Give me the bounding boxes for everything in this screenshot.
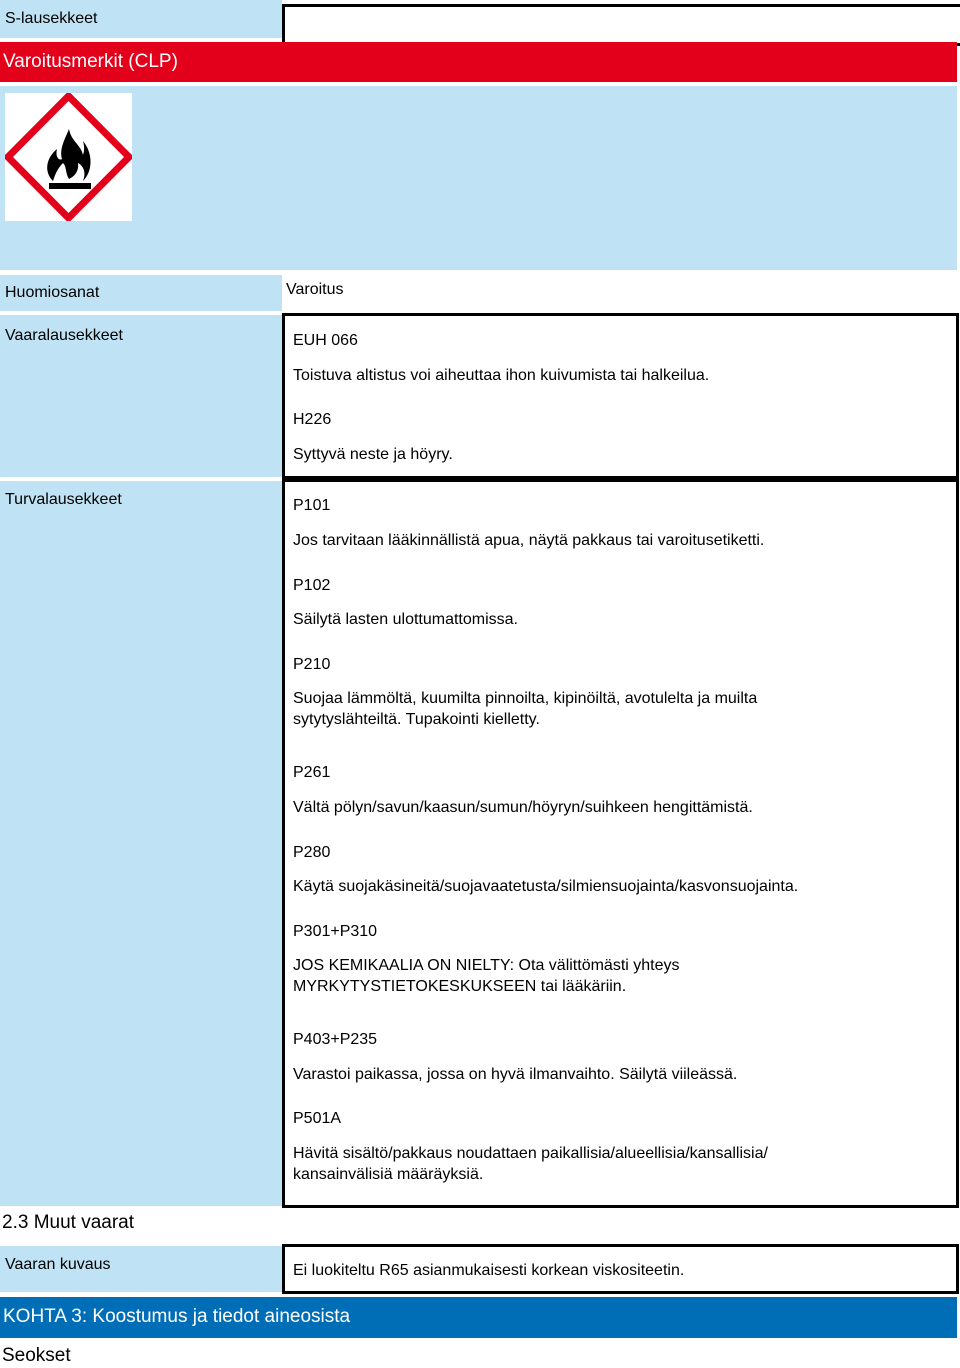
s-lausekkeet-value-box [282,4,960,46]
precaution-text: MYRKYTYSTIETOKESKUKSEEN tai lääkäriin. [293,978,627,995]
other-hazards-heading: 2.3 Muut vaarat [2,1212,135,1233]
precaution-text: Jos tarvitaan lääkinnällistä apua, näytä pakkaus tai varoitusetiketti. [293,532,765,549]
precaution-code: P501A [293,1110,342,1127]
section3-header: KOHTA 3: Koostumus ja tiedot aineosista [0,1297,957,1338]
precaution-text: JOS KEMIKAALIA ON NIELTY: Ota välittömästi yhteys [293,957,680,974]
precaution-code: P210 [293,656,331,673]
s-lausekkeet-label: S-lausekkeet [0,0,282,38]
precaution-code: P301+P310 [293,923,378,940]
precaution-code: P261 [293,764,331,781]
precautionary-statements-label: Turvalausekkeet [0,481,282,1206]
hazard-description-value: Ei luokiteltu R65 asianmukaisesti korkean viskositeetin. [293,1262,685,1279]
mixtures-heading: Seokset [2,1345,71,1366]
signal-word-value: Varoitus [286,281,344,298]
hazard-description-label: Vaaran kuvaus [0,1246,282,1292]
precaution-text: kansainvälisiä määräyksiä. [293,1166,484,1183]
hazard-code: EUH 066 [293,332,358,349]
precaution-text: Hävitä sisältö/pakkaus noudattaen paikallisia/alueellisia/kansallisia/ [293,1145,768,1162]
signal-word-label: Huomiosanat [0,275,282,311]
precaution-code: P280 [293,844,331,861]
precautionary-statements-box [282,479,959,1208]
pictogram-area [0,86,957,270]
precaution-code: P101 [293,497,331,514]
hazard-code: H226 [293,411,332,428]
precaution-code: P403+P235 [293,1031,378,1048]
precaution-text: Suojaa lämmöltä, kuumilta pinnoilta, kipinöiltä, avotulelta ja muilta [293,690,758,707]
precaution-text: Käytä suojakäsineitä/suojavaatetusta/silmiensuojainta/kasvonsuojainta. [293,878,799,895]
precaution-text: Säilytä lasten ulottumattomissa. [293,611,518,628]
hazard-text: Syttyvä neste ja höyry. [293,446,453,463]
flame-hazard-pictogram-icon [5,93,132,221]
precaution-text: sytytyslähteiltä. Tupakointi kielletty. [293,711,540,728]
clp-section-header: Varoitusmerkit (CLP) [0,42,957,82]
hazard-statements-label: Vaaralausekkeet [0,315,282,477]
precaution-text: Varastoi paikassa, jossa on hyvä ilmanvaihto. Säilytä viileässä. [293,1066,738,1083]
precaution-text: Vältä pölyn/savun/kaasun/sumun/höyryn/suihkeen hengittämistä. [293,799,753,816]
hazard-text: Toistuva altistus voi aiheuttaa ihon kuivumista tai halkeilua. [293,367,710,384]
precaution-code: P102 [293,577,331,594]
